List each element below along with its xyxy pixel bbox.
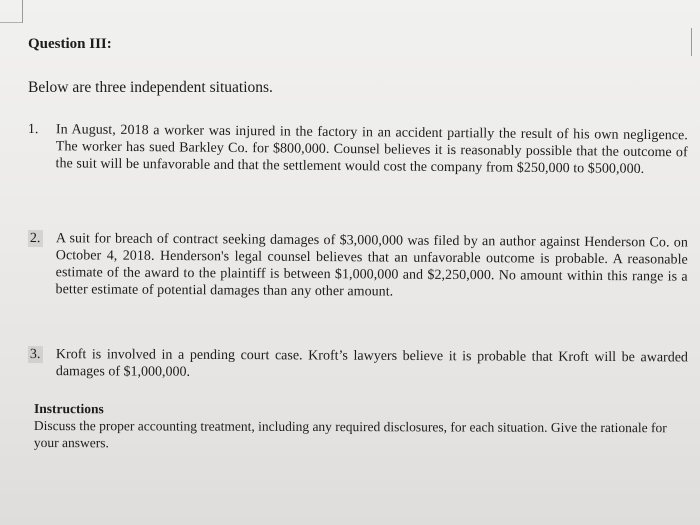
situation-item bbox=[28, 346, 688, 383]
situation-item bbox=[28, 230, 688, 303]
situation-item bbox=[28, 121, 688, 178]
instructions-heading: Instructions bbox=[33, 401, 104, 417]
situation-number bbox=[28, 230, 56, 247]
page-corner-line bbox=[0, 22, 22, 23]
page-corner-mark bbox=[16, 0, 23, 23]
question-intro: Below are three independent situations. bbox=[28, 79, 273, 96]
page-edge-mark bbox=[691, 28, 692, 56]
situation-text: In August, 2018 a worker was injured in the factory in an accident partially the result of his own negligence. The worker has sued Barkley Co. for $800,000. Counsel believes it is reasonably possible that the outcome of the suit will be unfavorable and that the settlement would cost the company from $250,000 to $500,000. bbox=[55, 122, 688, 177]
situation-number bbox=[28, 346, 56, 363]
question-title: Question III: bbox=[28, 36, 112, 52]
situation-number: 1. bbox=[27, 121, 39, 138]
situation-number-label: 3. bbox=[28, 346, 43, 363]
instructions-text: Discuss the proper accounting treatment, including any required disclosures, for each situation. Give the rationale for your answers. bbox=[33, 417, 667, 451]
situation-number-label: 2. bbox=[28, 230, 43, 247]
situation-text: A suit for breach of contract seeking damages of $3,000,000 was filed by an author against Henderson Co. on October 4, 2018. Henderson's legal counsel believes that an unfavorable outcome is probable. A reasonable estimate of the award to the plaintiff is between $1,000,000 and $2,250,000. No amount within this range is a better estimate of potential damages than any other amount. bbox=[55, 231, 688, 300]
instructions-block bbox=[34, 400, 684, 453]
situation-text: Kroft is involved in a pending court case. Kroft’s lawyers believe it is probable that Kroft will be awarded damages of $1,000,000. bbox=[55, 347, 688, 380]
